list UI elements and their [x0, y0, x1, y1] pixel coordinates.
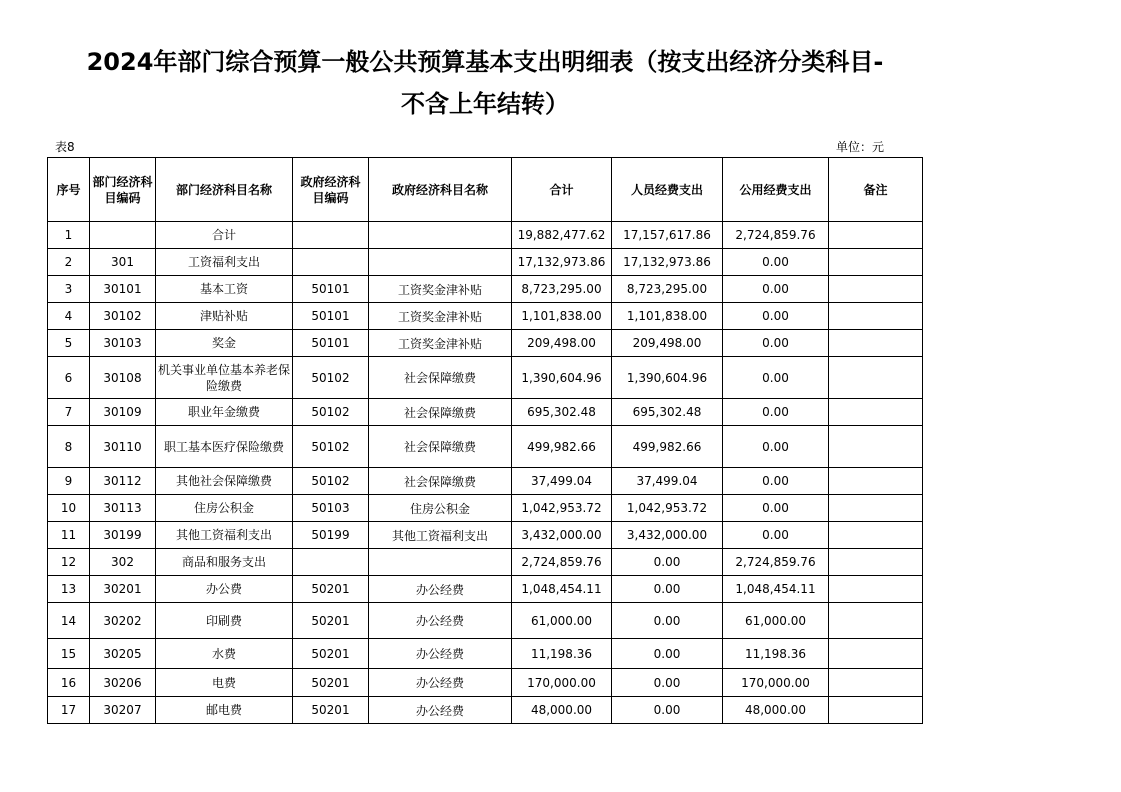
table-row [48, 276, 923, 303]
cell-note [829, 426, 923, 468]
cell-dept-code: 301 [90, 249, 156, 276]
cell-dept-name: 合计 [156, 222, 293, 249]
cell-note [829, 549, 923, 576]
cell-dept-name: 其他社会保障缴费 [156, 468, 293, 495]
cell-dept-name: 工资福利支出 [156, 249, 293, 276]
cell-personnel: 37,499.04 [612, 468, 723, 495]
cell-note [829, 468, 923, 495]
cell-public: 0.00 [723, 249, 829, 276]
header-gov-name: 政府经济科目名称 [369, 158, 512, 222]
cell-dept-name: 机关事业单位基本养老保险缴费 [156, 357, 293, 399]
cell-public: 0.00 [723, 468, 829, 495]
cell-personnel: 17,157,617.86 [612, 222, 723, 249]
cell-personnel: 0.00 [612, 669, 723, 697]
table-row [48, 697, 923, 724]
cell-total: 2,724,859.76 [512, 549, 612, 576]
page-title-continued: 不含上年结转） [401, 90, 569, 118]
cell-total: 11,198.36 [512, 639, 612, 669]
cell-personnel: 0.00 [612, 639, 723, 669]
cell-personnel: 0.00 [612, 697, 723, 724]
cell-dept-code: 30102 [90, 303, 156, 330]
cell-note [829, 697, 923, 724]
cell-seq: 6 [48, 357, 90, 399]
cell-dept-code: 30207 [90, 697, 156, 724]
cell-gov-code [293, 222, 369, 249]
cell-gov-name: 住房公积金 [369, 495, 512, 522]
cell-total: 1,048,454.11 [512, 576, 612, 603]
cell-public: 0.00 [723, 399, 829, 426]
cell-seq: 7 [48, 399, 90, 426]
cell-total: 1,042,953.72 [512, 495, 612, 522]
cell-public: 0.00 [723, 495, 829, 522]
cell-personnel: 17,132,973.86 [612, 249, 723, 276]
cell-public: 11,198.36 [723, 639, 829, 669]
cell-note [829, 495, 923, 522]
cell-total: 19,882,477.62 [512, 222, 612, 249]
cell-dept-name: 基本工资 [156, 276, 293, 303]
cell-gov-name: 工资奖金津补贴 [369, 276, 512, 303]
cell-gov-code: 50101 [293, 303, 369, 330]
cell-total: 1,390,604.96 [512, 357, 612, 399]
cell-personnel: 1,042,953.72 [612, 495, 723, 522]
cell-note [829, 522, 923, 549]
unit-label: 单位：元 [836, 140, 885, 154]
cell-gov-code: 50201 [293, 576, 369, 603]
cell-public: 170,000.00 [723, 669, 829, 697]
cell-seq: 1 [48, 222, 90, 249]
table-row [48, 549, 923, 576]
cell-public: 2,724,859.76 [723, 222, 829, 249]
cell-dept-code: 30199 [90, 522, 156, 549]
cell-total: 37,499.04 [512, 468, 612, 495]
cell-gov-name: 社会保障缴费 [369, 399, 512, 426]
cell-seq: 4 [48, 303, 90, 330]
cell-public: 0.00 [723, 426, 829, 468]
cell-gov-name: 办公经费 [369, 697, 512, 724]
cell-dept-name: 商品和服务支出 [156, 549, 293, 576]
header-total: 合计 [512, 158, 612, 222]
cell-personnel: 3,432,000.00 [612, 522, 723, 549]
cell-gov-name: 办公经费 [369, 669, 512, 697]
header-personnel: 人员经费支出 [612, 158, 723, 222]
cell-note [829, 669, 923, 697]
cell-total: 695,302.48 [512, 399, 612, 426]
cell-dept-name: 电费 [156, 669, 293, 697]
cell-gov-name: 工资奖金津补贴 [369, 303, 512, 330]
cell-gov-code [293, 249, 369, 276]
table-row [48, 222, 923, 249]
cell-gov-code: 50201 [293, 697, 369, 724]
table-row [48, 399, 923, 426]
cell-total: 1,101,838.00 [512, 303, 612, 330]
cell-public: 0.00 [723, 522, 829, 549]
cell-total: 209,498.00 [512, 330, 612, 357]
cell-gov-code: 50201 [293, 669, 369, 697]
table-row [48, 669, 923, 697]
cell-gov-name: 办公经费 [369, 639, 512, 669]
cell-dept-name: 办公费 [156, 576, 293, 603]
cell-gov-name: 社会保障缴费 [369, 468, 512, 495]
cell-personnel: 695,302.48 [612, 399, 723, 426]
cell-dept-name: 印刷费 [156, 603, 293, 639]
cell-gov-code: 50102 [293, 426, 369, 468]
cell-gov-name: 工资奖金津补贴 [369, 330, 512, 357]
cell-note [829, 222, 923, 249]
cell-note [829, 249, 923, 276]
table-number: 表8 [55, 140, 75, 154]
cell-gov-code: 50101 [293, 276, 369, 303]
cell-dept-code: 30108 [90, 357, 156, 399]
cell-gov-code: 50103 [293, 495, 369, 522]
cell-public: 61,000.00 [723, 603, 829, 639]
cell-seq: 12 [48, 549, 90, 576]
cell-dept-name: 职工基本医疗保险缴费 [156, 426, 293, 468]
table-row [48, 468, 923, 495]
table-row [48, 603, 923, 639]
cell-gov-code: 50102 [293, 468, 369, 495]
cell-dept-code: 30109 [90, 399, 156, 426]
cell-seq: 13 [48, 576, 90, 603]
cell-note [829, 303, 923, 330]
cell-seq: 16 [48, 669, 90, 697]
cell-public: 1,048,454.11 [723, 576, 829, 603]
cell-dept-code: 30110 [90, 426, 156, 468]
table-row [48, 522, 923, 549]
cell-gov-name: 办公经费 [369, 603, 512, 639]
cell-gov-name: 其他工资福利支出 [369, 522, 512, 549]
cell-seq: 14 [48, 603, 90, 639]
cell-gov-code: 50201 [293, 603, 369, 639]
cell-seq: 8 [48, 426, 90, 468]
cell-dept-code: 30113 [90, 495, 156, 522]
cell-personnel: 499,982.66 [612, 426, 723, 468]
cell-seq: 11 [48, 522, 90, 549]
cell-note [829, 399, 923, 426]
table-header-row [48, 158, 923, 222]
cell-seq: 5 [48, 330, 90, 357]
cell-gov-name [369, 549, 512, 576]
cell-seq: 9 [48, 468, 90, 495]
cell-dept-code: 30202 [90, 603, 156, 639]
cell-gov-name: 社会保障缴费 [369, 357, 512, 399]
table-row [48, 357, 923, 399]
cell-note [829, 357, 923, 399]
header-seq: 序号 [48, 158, 90, 222]
cell-seq: 3 [48, 276, 90, 303]
cell-total: 48,000.00 [512, 697, 612, 724]
cell-personnel: 1,390,604.96 [612, 357, 723, 399]
cell-public: 2,724,859.76 [723, 549, 829, 576]
cell-total: 8,723,295.00 [512, 276, 612, 303]
cell-seq: 10 [48, 495, 90, 522]
header-gov-code: 政府经济科目编码 [293, 158, 369, 222]
cell-total: 17,132,973.86 [512, 249, 612, 276]
cell-personnel: 0.00 [612, 603, 723, 639]
cell-note [829, 276, 923, 303]
table-row [48, 576, 923, 603]
cell-note [829, 603, 923, 639]
cell-total: 499,982.66 [512, 426, 612, 468]
cell-personnel: 8,723,295.00 [612, 276, 723, 303]
expenditure-table [47, 157, 923, 724]
cell-dept-code: 30205 [90, 639, 156, 669]
cell-dept-code: 30103 [90, 330, 156, 357]
table-row [48, 303, 923, 330]
cell-gov-code: 50102 [293, 357, 369, 399]
cell-personnel: 209,498.00 [612, 330, 723, 357]
header-note: 备注 [829, 158, 923, 222]
page-title: 2024年部门综合预算一般公共预算基本支出明细表（按支出经济分类科目- [86, 48, 884, 76]
cell-seq: 2 [48, 249, 90, 276]
cell-dept-name: 津贴补贴 [156, 303, 293, 330]
cell-gov-name [369, 222, 512, 249]
cell-gov-code [293, 549, 369, 576]
header-public: 公用经费支出 [723, 158, 829, 222]
cell-total: 61,000.00 [512, 603, 612, 639]
header-dept-code: 部门经济科目编码 [90, 158, 156, 222]
cell-dept-code: 30112 [90, 468, 156, 495]
cell-dept-code: 30201 [90, 576, 156, 603]
cell-note [829, 576, 923, 603]
cell-dept-code: 302 [90, 549, 156, 576]
cell-dept-name: 奖金 [156, 330, 293, 357]
cell-dept-name: 邮电费 [156, 697, 293, 724]
cell-note [829, 639, 923, 669]
cell-gov-name: 办公经费 [369, 576, 512, 603]
table-row [48, 495, 923, 522]
table-row [48, 249, 923, 276]
cell-public: 48,000.00 [723, 697, 829, 724]
cell-dept-code: 30206 [90, 669, 156, 697]
cell-dept-name: 其他工资福利支出 [156, 522, 293, 549]
cell-personnel: 0.00 [612, 576, 723, 603]
cell-seq: 17 [48, 697, 90, 724]
cell-dept-name: 水费 [156, 639, 293, 669]
cell-seq: 15 [48, 639, 90, 669]
cell-public: 0.00 [723, 276, 829, 303]
table-row [48, 426, 923, 468]
cell-gov-code: 50101 [293, 330, 369, 357]
table-row [48, 639, 923, 669]
cell-personnel: 0.00 [612, 549, 723, 576]
cell-gov-code: 50201 [293, 639, 369, 669]
cell-gov-code: 50102 [293, 399, 369, 426]
cell-total: 3,432,000.00 [512, 522, 612, 549]
cell-dept-code [90, 222, 156, 249]
cell-dept-name: 职业年金缴费 [156, 399, 293, 426]
table-row [48, 330, 923, 357]
cell-gov-name: 社会保障缴费 [369, 426, 512, 468]
cell-public: 0.00 [723, 330, 829, 357]
cell-note [829, 330, 923, 357]
cell-public: 0.00 [723, 357, 829, 399]
cell-total: 170,000.00 [512, 669, 612, 697]
cell-gov-name [369, 249, 512, 276]
cell-personnel: 1,101,838.00 [612, 303, 723, 330]
cell-gov-code: 50199 [293, 522, 369, 549]
cell-public: 0.00 [723, 303, 829, 330]
cell-dept-name: 住房公积金 [156, 495, 293, 522]
cell-dept-code: 30101 [90, 276, 156, 303]
header-dept-name: 部门经济科目名称 [156, 158, 293, 222]
